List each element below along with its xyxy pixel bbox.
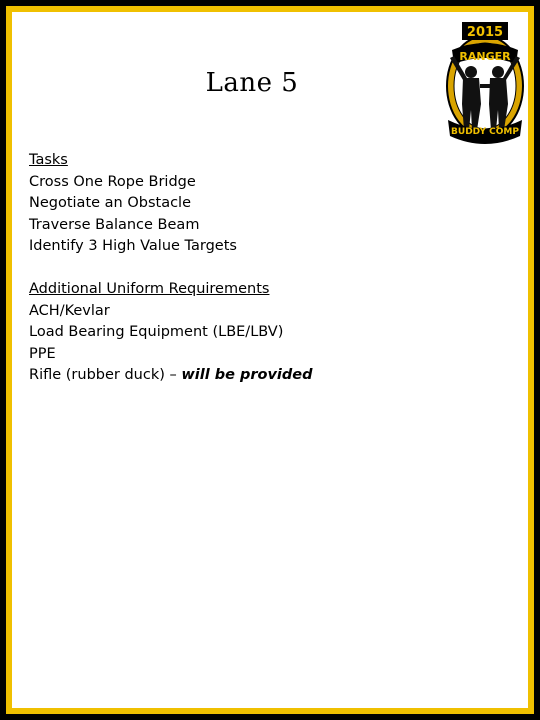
task-item: Negotiate an Obstacle bbox=[29, 195, 192, 212]
logo-year: 2015 bbox=[466, 25, 504, 40]
rifle-text: Rifle (rubber duck) – bbox=[29, 367, 182, 384]
page-title: Lane 5 bbox=[205, 68, 299, 98]
slide-body bbox=[29, 150, 449, 387]
tasks-heading: Tasks bbox=[29, 152, 68, 168]
uniform-item: PPE bbox=[29, 345, 56, 362]
uniform-heading: Additional Uniform Requirements bbox=[29, 280, 270, 297]
uniform-item: ACH/Kevlar bbox=[29, 302, 110, 319]
rifle-emphasis: will be provided bbox=[181, 367, 313, 384]
task-item: Traverse Balance Beam bbox=[29, 216, 200, 233]
uniform-item-rifle bbox=[29, 365, 449, 387]
task-item: Identify 3 High Value Targets bbox=[29, 238, 237, 255]
section-gap bbox=[29, 258, 449, 279]
ranger-buddy-comp-logo-icon bbox=[436, 20, 534, 144]
logo-tab-text: RANGER bbox=[459, 50, 511, 63]
task-item: Cross One Rope Bridge bbox=[29, 173, 196, 190]
slide-page bbox=[12, 12, 528, 708]
uniform-item: Load Bearing Equipment (LBE/LBV) bbox=[29, 324, 284, 341]
logo-bottom-text: BUDDY COMP bbox=[451, 127, 519, 137]
gold-border bbox=[6, 6, 534, 714]
